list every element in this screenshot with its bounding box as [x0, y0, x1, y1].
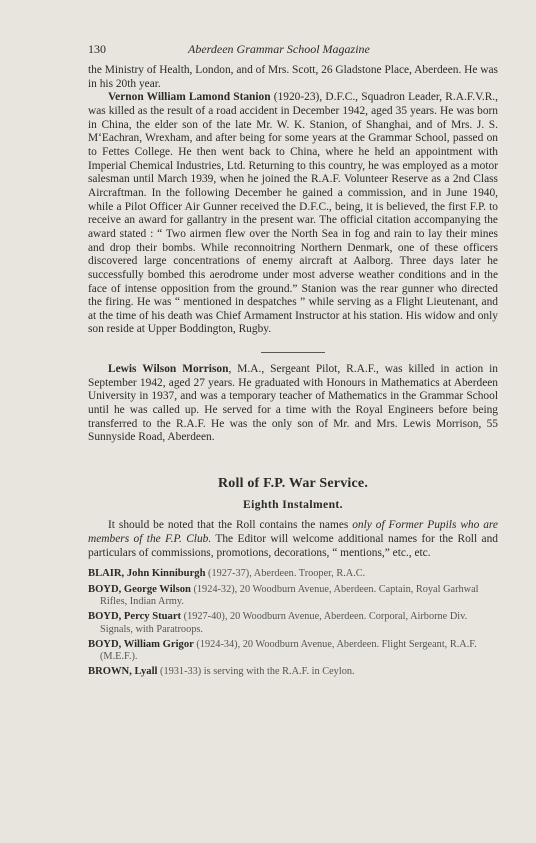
roll-entry-name: BLAIR, John Kinniburgh	[88, 568, 206, 580]
roll-entry-details: (1927-40), 20 Woodburn Avenue, Aberdeen. Corporal, Airborne Div. Signals, with Paratroops.	[100, 611, 468, 635]
obituary-text: , M.A., Sergeant Pilot, R.A.F., was killed in action in September 1942, aged 27 years. He graduated with Honours in Mathematics at Aberdeen University in 1937, and was a temporary teacher of Mathematics in the Grammar School until he was called up. He served for a time with the Royal Engineers before being transferred to the R.A.F. He was the only son of Mr. and Mrs. Lewis Morrison, 55 Sunnyside Road, Aberdeen.	[88, 363, 498, 444]
spacer	[88, 560, 498, 568]
spacer	[88, 445, 498, 477]
roll-entry	[88, 611, 498, 636]
roll-subheading: Eighth Instalment.	[243, 497, 343, 511]
roll-entry-details: (1931-33) is serving with the R.A.F. in Ceylon.	[157, 666, 355, 678]
obituary-name: Vernon William Lamond Stanion	[108, 91, 271, 104]
roll-entry	[88, 666, 498, 678]
page-number: 130	[88, 42, 106, 56]
obituary-stanion	[88, 91, 498, 337]
roll-list	[88, 568, 498, 678]
roll-heading: Roll of F.P. War Service.	[217, 476, 369, 492]
obituary-continuation: the Ministry of Health, London, and of Mrs. Scott, 26 Gladstone Place, Aberdeen. He was in his 20th year.	[88, 64, 498, 90]
roll-entry	[88, 568, 498, 580]
roll-entry-details: (1927-37), Aberdeen. Trooper, R.A.C.	[205, 568, 366, 580]
roll-entry	[88, 639, 498, 664]
roll-entry-name: BOYD, William Grigor	[88, 638, 194, 650]
roll-entry	[88, 584, 498, 609]
page-body	[88, 64, 498, 682]
roll-intro-end: The Editor will welcome additional names for the Roll and particulars of commissions, promotions, decorations, “ mentions,” etc., etc.	[88, 533, 498, 559]
roll-entry-name: BOYD, George Wilson	[88, 583, 191, 595]
page-header	[88, 42, 448, 58]
spacer	[88, 337, 498, 352]
obituary-text: (1920-23), D.F.C., Squadron Leader, R.A.F.V.R., was killed as the result of a road accident in December 1942, aged 35 years. He was born in China, the elder son of the late Mr. W. K. Stanion, of Shanghai, and of Mrs. J. S. M‘Eachran, Wrexham, and after being for some years at the Grammar School, passed on to Fettes College. He then went back to China, where he held an appointment with Imperial Chemical Industries, Ltd. Returning to this country, he was employed as a motor salesman until March 1939, when he joined the R.A.F. Volunteer Reserve as a 2nd Class Aircraftman. In the following December he gained a commission, and in June 1940, while a Pilot Officer Air Gunner received the D.F.C., being, it is believed, the first F.P. to receive an award for gallantry in the present war. The official citation accompanying the award stated : “ Two airmen flew over the North Sea in fog and rain to lay their mines and drop their bombs. While reconnoitring Northern Denmark, one of these officers discovered large concentrations of enemy aircraft at Aalborg. Three days later he successfully bombed this aerodrome under most adverse weather conditions and in the face of intense opposition from the ground.” Stanion was the rear gunner who directed the firing. He was “ mentioned in despatches ” while serving as a Flight Lieutenant, and at the time of his death was Chief Armament Instructor at his station. His widow and only son reside at Upper Boddington, Rugby.	[88, 91, 498, 336]
obituary-name: Lewis Wilson Morrison	[108, 363, 229, 376]
roll-intro-start: It should be noted that the Roll contains the names	[108, 519, 353, 532]
running-title: Aberdeen Grammar School Magazine	[188, 42, 370, 56]
roll-entry-details: (1924-32), 20 Woodburn Avenue, Aberdeen. Captain, Royal Garhwal Rifles, Indian Army.	[100, 583, 479, 607]
roll-entry-details: (1924-34), 20 Woodburn Avenue, Aberdeen. Flight Sergeant, R.A.F. (M.E.F.).	[100, 638, 477, 663]
section-divider	[261, 352, 325, 353]
roll-intro-emphasis: only of Former Pupils who are members of the F.P. Club.	[88, 519, 498, 546]
roll-entry-name: BOYD, Percy Stuart	[88, 611, 182, 623]
roll-intro	[88, 519, 498, 560]
obituary-morrison	[88, 363, 498, 445]
roll-entry-name: BROWN, Lyall	[88, 666, 158, 678]
